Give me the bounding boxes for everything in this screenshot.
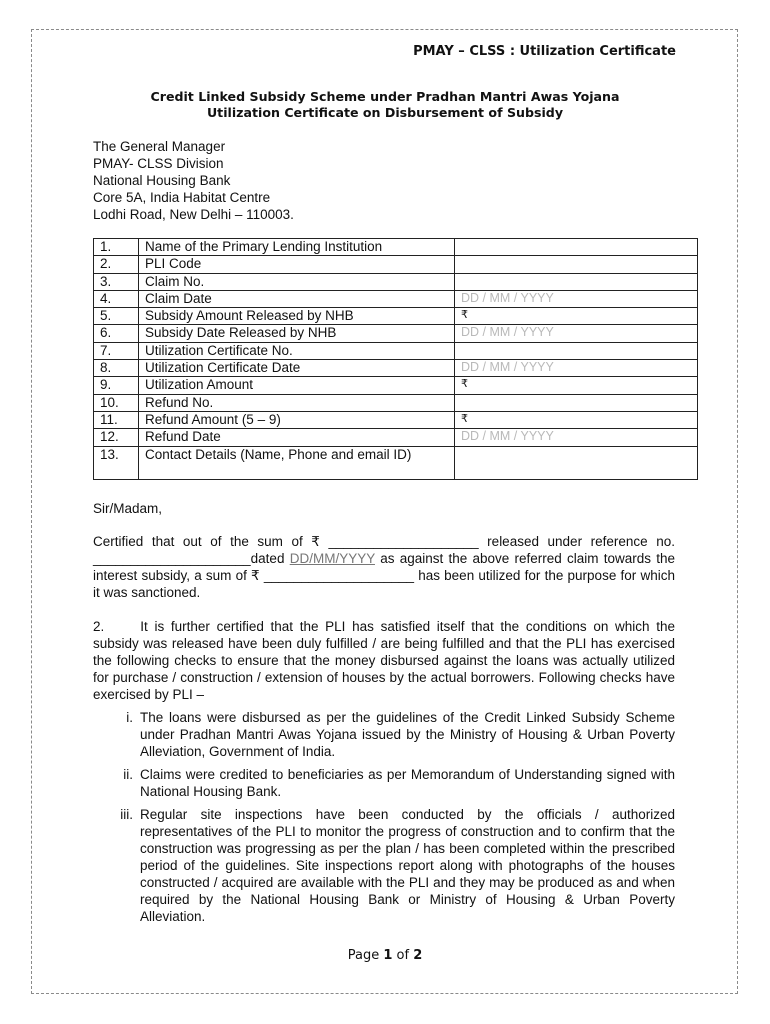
row-label: Utilization Certificate No. bbox=[139, 342, 455, 359]
row-label: Name of the Primary Lending Institution bbox=[139, 239, 455, 256]
row-value-field[interactable]: DD / MM / YYYY bbox=[455, 360, 698, 377]
row-number: 10. bbox=[94, 394, 139, 411]
row-value-field[interactable] bbox=[455, 273, 698, 290]
table-row bbox=[94, 429, 698, 446]
row-number: 4. bbox=[94, 290, 139, 307]
row-label: Utilization Certificate Date bbox=[139, 360, 455, 377]
list-item-number: iii. bbox=[120, 807, 133, 822]
row-number: 2. bbox=[94, 256, 139, 273]
row-number: 13. bbox=[94, 446, 139, 479]
table-row bbox=[94, 394, 698, 411]
address-line: The General Manager bbox=[93, 139, 226, 154]
row-label: Subsidy Amount Released by NHB bbox=[139, 308, 455, 325]
row-label: Utilization Amount bbox=[139, 377, 455, 394]
row-number: 3. bbox=[94, 273, 139, 290]
row-label: PLI Code bbox=[139, 256, 455, 273]
total-pages: 2 bbox=[413, 948, 423, 963]
table-row bbox=[94, 308, 698, 325]
header-title: PMAY – CLSS : Utilization Certificate bbox=[413, 44, 676, 59]
checks-list bbox=[93, 709, 675, 931]
table-row bbox=[94, 290, 698, 307]
document-title-line-1: Credit Linked Subsidy Scheme under Pradhan Mantri Awas Yojana bbox=[150, 89, 620, 104]
list-item bbox=[93, 709, 675, 760]
row-number: 7. bbox=[94, 342, 139, 359]
document-title bbox=[0, 89, 770, 121]
row-value-field[interactable]: DD / MM / YYYY bbox=[455, 325, 698, 342]
row-number: 9. bbox=[94, 377, 139, 394]
checks-paragraph-text: It is further certified that the PLI has satisfied itself that the conditions on which the subsidy was released have been duly fulfilled / are being fulfilled and that the PLI has exercised the following checks to ensure that the money disbursed against the loans was actually utilized for purchase / construction / extension of houses by the actual borrowers. Following checks have exercised by PLI – bbox=[93, 619, 675, 702]
address-line: PMAY- CLSS Division bbox=[93, 156, 224, 171]
address-line: Lodhi Road, New Delhi – 110003. bbox=[93, 207, 294, 222]
row-label: Contact Details (Name, Phone and email ID) bbox=[139, 446, 455, 479]
list-item-number: i. bbox=[126, 710, 133, 725]
row-label: Claim Date bbox=[139, 290, 455, 307]
row-label: Claim No. bbox=[139, 273, 455, 290]
table-row bbox=[94, 239, 698, 256]
row-value-field[interactable] bbox=[455, 239, 698, 256]
certification-text-b: as against the above referred claim towards the interest subsidy, a sum of ₹ ____________________ has been utilized for the purpose for which it was sanctioned. bbox=[93, 551, 676, 600]
list-item-text: The loans were disbursed as per the guidelines of the Credit Linked Subsidy Scheme under Pradhan Mantri Awas Yojana issued by the Ministry of Housing & Urban Poverty Alleviation, Government of India. bbox=[140, 710, 675, 759]
claim-details-table bbox=[93, 238, 698, 480]
document-title-line-2: Utilization Certificate on Disbursement of Subsidy bbox=[206, 105, 564, 120]
table-row bbox=[94, 360, 698, 377]
current-page: 1 bbox=[383, 948, 393, 963]
table-row bbox=[94, 325, 698, 342]
address-line: Core 5A, India Habitat Centre bbox=[93, 190, 271, 205]
row-value-field[interactable]: ₹ bbox=[455, 377, 698, 394]
address-line: National Housing Bank bbox=[93, 173, 231, 188]
row-value-field[interactable]: ₹ bbox=[455, 308, 698, 325]
row-number: 11. bbox=[94, 411, 139, 428]
row-value-field[interactable]: DD / MM / YYYY bbox=[455, 290, 698, 307]
certification-text-a: Certified that out of the sum of ₹ ____________________ released under reference no. _____________________dated bbox=[93, 534, 675, 566]
row-label: Refund Amount (5 – 9) bbox=[139, 411, 455, 428]
row-value-field[interactable] bbox=[455, 342, 698, 359]
table-row bbox=[94, 342, 698, 359]
list-item-text: Regular site inspections have been conducted by the officials / authorized representatives of the PLI to monitor the progress of construction and to confirm that the construction was progressing as per the plan / has been completed within the prescribed period of the guidelines. Site inspections report along with photographs of the houses constructed / acquired are available with the PLI and they may be produced as and when required by the National Housing Bank or Ministry of Housing & Urban Poverty Alleviation. bbox=[140, 807, 675, 924]
row-number: 12. bbox=[94, 429, 139, 446]
row-number: 6. bbox=[94, 325, 139, 342]
row-label: Refund Date bbox=[139, 429, 455, 446]
row-value-field[interactable] bbox=[455, 256, 698, 273]
list-item-number: ii. bbox=[123, 767, 133, 782]
table-row bbox=[94, 273, 698, 290]
recipient-address bbox=[93, 138, 294, 223]
table-row bbox=[94, 256, 698, 273]
row-label: Refund No. bbox=[139, 394, 455, 411]
table-row bbox=[94, 411, 698, 428]
row-value-field[interactable]: ₹ bbox=[455, 411, 698, 428]
row-value-field[interactable] bbox=[455, 394, 698, 411]
table-row bbox=[94, 377, 698, 394]
certification-paragraph bbox=[93, 533, 675, 601]
row-value-field[interactable] bbox=[455, 446, 698, 479]
list-item bbox=[93, 766, 675, 800]
page-of: of bbox=[392, 948, 414, 963]
row-number: 5. bbox=[94, 308, 139, 325]
table-row bbox=[94, 446, 698, 479]
paragraph-number: 2. bbox=[93, 619, 105, 634]
date-field[interactable]: DD/MM/YYYY bbox=[289, 551, 375, 566]
page-prefix: Page bbox=[347, 948, 384, 963]
row-number: 8. bbox=[94, 360, 139, 377]
salutation: Sir/Madam, bbox=[93, 501, 163, 516]
row-number: 1. bbox=[94, 239, 139, 256]
row-value-field[interactable]: DD / MM / YYYY bbox=[455, 429, 698, 446]
row-label: Subsidy Date Released by NHB bbox=[139, 325, 455, 342]
page-footer bbox=[0, 948, 770, 963]
list-item bbox=[93, 806, 675, 925]
checks-paragraph bbox=[93, 618, 675, 703]
list-item-text: Claims were credited to beneficiaries as per Memorandum of Understanding signed with National Housing Bank. bbox=[140, 767, 675, 799]
